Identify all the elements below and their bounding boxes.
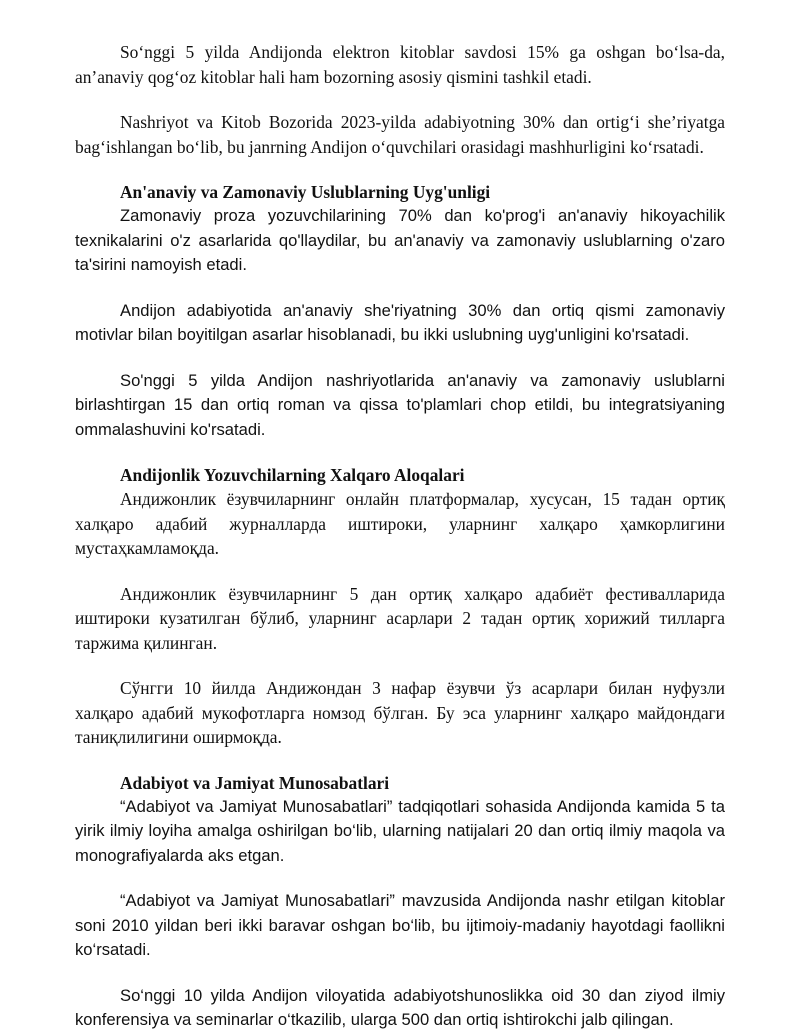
section-paragraph: Сўнгги 10 йилда Андижондан 3 нафар ёзувчи ўз асарлари билан нуфузли халқаро адабий мукофотларга номзод бўлган. Бу эса уларнинг халқаро майдондаги таниқлилигини оширмоқда. xyxy=(75,678,725,747)
section-paragraph: Андижонлик ёзувчиларнинг онлайн платформалар, хусусан, 15 тадан ортиқ халқаро адабий журналларда иштироки, уларнинг халқаро ҳамкорлигини мустаҳкамламоқда. xyxy=(75,489,725,558)
section-literature-society xyxy=(75,771,725,1033)
section-paragraph: So'nggi 5 yilda Andijon nashriyotlarida an'anaviy va zamonaviy uslublarni birlashtirgan 15 dan ortiq roman va qissa to'plamlari chop etildi, bu integratsiyaning ommalashuvini ko'rsatadi. xyxy=(75,370,725,439)
section-international-relations xyxy=(75,463,725,750)
section-paragraph: “Adabiyot va Jamiyat Munosabatlari” mavzusida Andijonda nashr etilgan kitoblar soni 2010 yildan beri ikki baravar oshgan bo‘lib, bu ijtimoiy-madaniy hayotdagi faollikni ko‘rsatadi. xyxy=(75,891,725,959)
section-paragraph: Zamonaviy proza yozuvchilarining 70% dan ko'prog'i an'anaviy hikoyachilik texnikalarini o'z asarlarida qo'llaydilar, bu an'anaviy va zamonaviy uslublarning o'zaro ta'sirini namoyish etadi. xyxy=(75,206,725,274)
section-heading: Andijonlik Yozuvchilarning Xalqaro Aloqalari xyxy=(120,465,465,485)
section-heading: An'anaviy va Zamonaviy Uslublarning Uyg'unligi xyxy=(120,182,491,202)
section-paragraph: Андижонлик ёзувчиларнинг 5 дан ортиқ халқаро адабиёт фестивалларида иштироки кузатилган бўлиб, уларнинг асарлари 2 тадан ортиқ хорижий тилларга таржима қилинган. xyxy=(75,583,725,653)
intro-paragraph-1: So‘nggi 5 yilda Andijonda elektron kitoblar savdosi 15% ga oshgan bo‘lsa-da, an’anaviy qog‘oz kitoblar hali ham bozorning asosiy qismini tashkil etadi. xyxy=(75,42,725,87)
section-heading: Adabiyot va Jamiyat Munosabatlari xyxy=(120,772,390,793)
section-paragraph: “Adabiyot va Jamiyat Munosabatlari” tadqiqotlari sohasida Andijonda kamida 5 ta yirik ilmiy loyiha amalga oshirilgan bo‘lib, ularning natijalari 20 dan ortiq ilmiy maqola va monografiyalarda aks etgan. xyxy=(75,796,725,865)
section-paragraph: So‘nggi 10 yilda Andijon viloyatida adabiyotshunoslikka oid 30 dan ziyod ilmiy konferensiya va seminarlar o‘tkazilib, ularga 500 dan ortiq ishtirokchi jalb qilingan. xyxy=(75,985,725,1029)
section-paragraph: Andijon adabiyotida an'anaviy she'riyatning 30% dan ortiq qismi zamonaviy motivlar bilan boyitilgan asarlar hisoblanadi, bu ikki uslubning uyg'unligini ko'rsatadi. xyxy=(75,300,725,344)
section-traditional-modern xyxy=(75,180,725,442)
intro-paragraph-2: Nashriyot va Kitob Bozorida 2023-yilda adabiyotning 30% dan ortig‘i she’riyatga bag‘ishlangan bo‘lib, bu janrning Andijon o‘quvchilari orasidagi mashhurligini ko‘rsatadi. xyxy=(75,112,725,157)
